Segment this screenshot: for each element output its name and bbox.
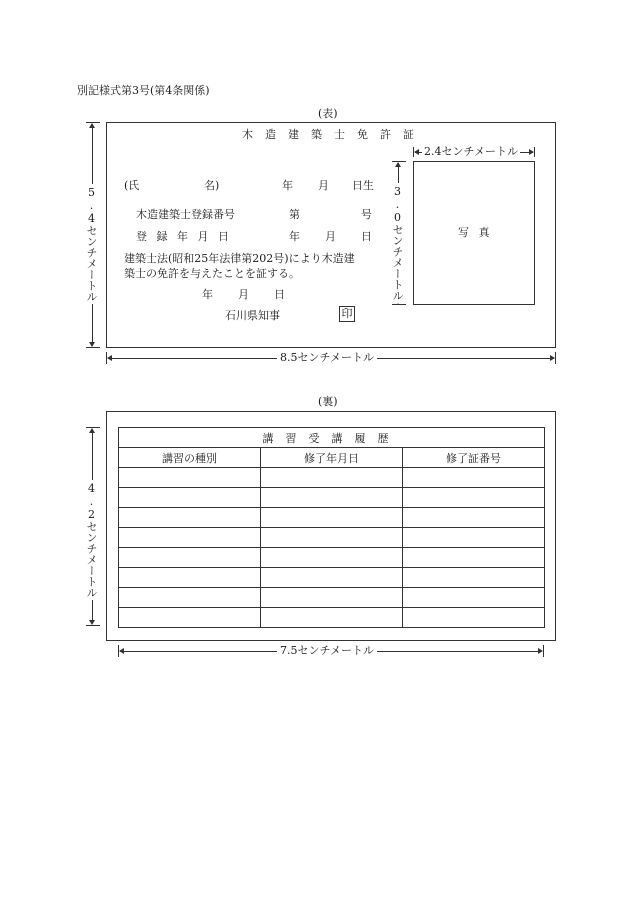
table-row <box>119 468 545 488</box>
arrow-left-icon <box>119 648 124 654</box>
table-cell <box>403 548 545 568</box>
table-cell <box>261 568 403 588</box>
certification-line-2: 築士の免許を与えたことを証する。 <box>124 267 300 280</box>
birth-day: 日生 <box>352 179 374 192</box>
arrow-down-icon <box>89 342 95 347</box>
registration-label: 木造建築士登録番号 <box>136 208 235 221</box>
table-cell <box>403 488 545 508</box>
table-title: 講習受講履歴 <box>119 428 545 448</box>
arrow-down-icon <box>89 620 95 625</box>
dim-photo-width-label: 2.4センチメートル <box>424 145 519 158</box>
table-cell <box>403 608 545 628</box>
column-header-type: 講習の種別 <box>119 448 261 468</box>
registered-date-label: 登 録 年 月 日 <box>136 230 232 243</box>
dim-tick-back-bottom <box>86 625 100 626</box>
table-cell <box>119 508 261 528</box>
registered-day: 日 <box>361 230 372 243</box>
front-side-label: (表) <box>318 107 338 120</box>
dim-front-width-label: 8.5センチメートル <box>277 352 377 363</box>
issue-year: 年 <box>202 288 213 301</box>
issue-day: 日 <box>274 288 285 301</box>
table-cell <box>403 588 545 608</box>
arrow-right-icon <box>529 149 534 155</box>
arrow-up-icon <box>89 428 95 433</box>
certification-line-1: 建築士法(昭和25年法律第202号)により木造建 <box>124 252 355 265</box>
column-header-completion-date: 修了年月日 <box>261 448 403 468</box>
table-row <box>119 588 545 608</box>
registered-year: 年 <box>289 230 300 243</box>
seal-stamp: 印 <box>339 306 355 322</box>
dim-tick-back-right <box>543 645 544 657</box>
dim-tick-bottom <box>86 347 100 348</box>
dim-front-height-label: 5.4センチメートル <box>85 186 98 302</box>
issue-month: 月 <box>238 288 249 301</box>
front-card-title: 木造建築士免許証 <box>242 128 426 141</box>
table-cell <box>261 588 403 608</box>
form-title: 別記様式第3号(第4条関係) <box>77 84 210 97</box>
issuer: 石川県知事 <box>225 309 280 322</box>
arrow-right-icon <box>538 648 543 654</box>
table-row <box>119 488 545 508</box>
table-cell <box>119 528 261 548</box>
arrow-left-icon <box>107 355 112 361</box>
table-cell <box>119 608 261 628</box>
table-cell <box>261 548 403 568</box>
dim-tick-right <box>555 352 556 364</box>
table-cell <box>261 528 403 548</box>
table-cell <box>261 608 403 628</box>
table-cell <box>119 488 261 508</box>
dim-back-height-label: 4.2センチメートル <box>85 482 98 598</box>
arrow-right-icon <box>550 355 555 361</box>
table-cell <box>403 568 545 588</box>
table-cell <box>119 588 261 608</box>
table-cell <box>119 568 261 588</box>
table-cell <box>403 468 545 488</box>
table-row <box>119 508 545 528</box>
training-history-table <box>118 427 545 628</box>
arrow-left-icon <box>414 149 419 155</box>
arrow-up-icon <box>395 162 401 167</box>
dim-tick-photo-right <box>534 147 535 157</box>
dim-photo-height-label: 3.0センチメートル <box>391 185 404 301</box>
name-close: 名) <box>204 179 220 192</box>
table-cell <box>261 508 403 528</box>
arrow-up-icon <box>89 123 95 128</box>
registration-dai: 第 <box>289 208 300 221</box>
dim-tick-photo-bottom <box>392 304 406 305</box>
table-cell <box>403 508 545 528</box>
table-row <box>119 608 545 628</box>
table-cell <box>119 468 261 488</box>
birth-year: 年 <box>282 179 293 192</box>
registration-go: 号 <box>361 208 372 221</box>
table-row <box>119 568 545 588</box>
table-cell <box>261 468 403 488</box>
table-cell <box>119 548 261 568</box>
table-cell <box>261 488 403 508</box>
registered-month: 月 <box>325 230 336 243</box>
birth-month: 月 <box>318 179 329 192</box>
table-row <box>119 528 545 548</box>
photo-label: 写 真 <box>458 226 493 239</box>
dim-back-width-label: 7.5センチメートル <box>277 645 377 656</box>
column-header-certificate-number: 修了証番号 <box>403 448 545 468</box>
table-cell <box>403 528 545 548</box>
table-row <box>119 548 545 568</box>
back-side-label: (裏) <box>318 395 338 408</box>
name-open: (氏 <box>124 179 140 192</box>
